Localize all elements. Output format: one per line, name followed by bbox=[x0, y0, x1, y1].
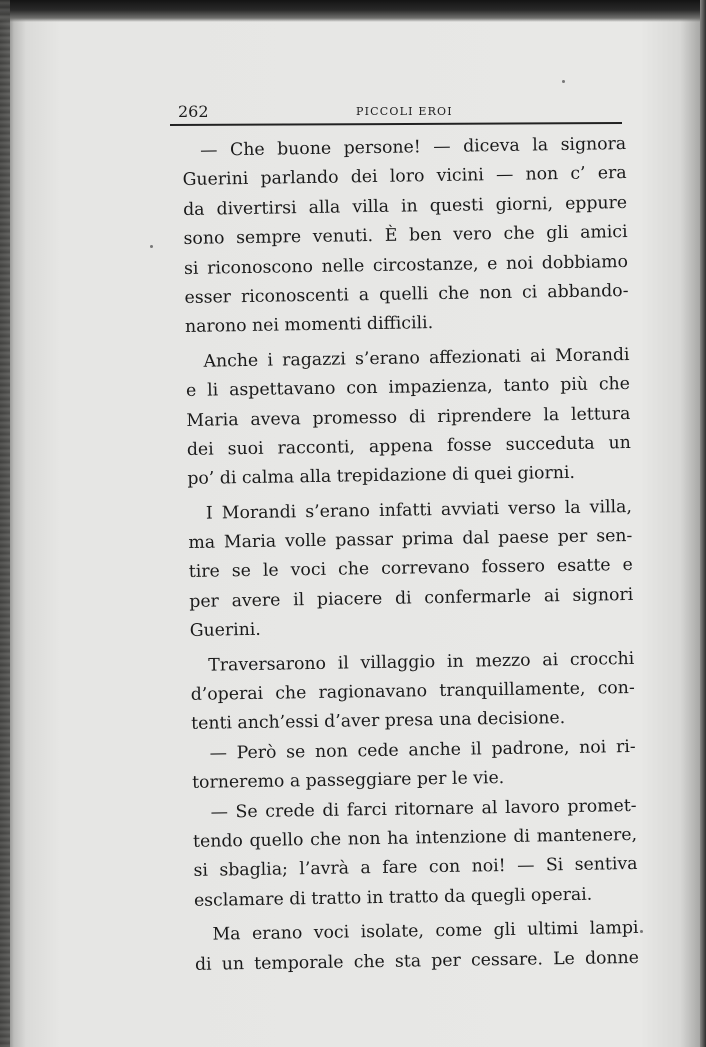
text-line: si sbaglia; l’avrà a fare con noi! — Si sentiva bbox=[193, 854, 638, 882]
page-number: 262 bbox=[178, 102, 209, 121]
text-line: I Morandi s’erano infatti avviati verso la villa, bbox=[205, 496, 633, 524]
text-line: tenti anch’essi d’aver presa una decisione. bbox=[191, 708, 566, 735]
text-line: Traversarono il villaggio in mezzo ai crocchi bbox=[208, 648, 635, 676]
paper-speck bbox=[640, 930, 643, 933]
text-line: Guerini parlando dei loro vicini — non c’ era bbox=[182, 163, 627, 191]
text-line: per avere il piacere di confermarle ai signori bbox=[189, 584, 634, 612]
text-line: — Però se non cede anche il padrone, noi ri- bbox=[209, 736, 636, 764]
body-text bbox=[182, 130, 639, 980]
text-line: sono sempre venuti. È ben vero che gli amici bbox=[183, 222, 628, 250]
text-line: narono nei momenti difficili. bbox=[184, 313, 434, 338]
text-line: si riconoscono nelle circostanze, e noi dobbiamo bbox=[183, 251, 629, 279]
text-line: esclamare di tratto in tratto da quegli operai. bbox=[193, 884, 593, 911]
page-right-edge bbox=[700, 0, 706, 1047]
text-line: torneremo a passeggiare per le vie. bbox=[191, 768, 505, 794]
text-line: — Se crede di farci ritornare al lavoro promet- bbox=[210, 795, 637, 823]
scanner-top-shadow bbox=[0, 0, 706, 22]
text-line: — Che buone persone! — diceva la signora bbox=[200, 134, 627, 161]
text-line: Ma erano voci isolate, come gli ultimi lampi bbox=[212, 918, 639, 945]
text-line: dei suoi racconti, appena fosse succeduta un bbox=[186, 432, 632, 460]
text-line: tendo quello che non ha intenzione di mantenere, bbox=[192, 824, 638, 852]
text-line: ma Maria volle passar prima dal paese per sen- bbox=[188, 526, 633, 554]
book-binding-edge bbox=[0, 0, 10, 1047]
header-rule bbox=[170, 122, 622, 126]
paper-speck bbox=[562, 80, 565, 83]
text-line: di un temporale che sta per cessare. Le donne bbox=[194, 947, 640, 975]
text-line: po’ di calma alla trepidazione di quei giorni. bbox=[187, 463, 576, 490]
text-line: Maria aveva promesso di riprendere la lettura bbox=[186, 403, 631, 431]
text-line: tire se le voci che correvano fossero esatte e bbox=[188, 555, 633, 583]
text-line: esser riconoscenti a quelli che non ci abbando- bbox=[184, 280, 629, 308]
running-title: PICCOLI EROI bbox=[356, 105, 453, 118]
text-line: Guerini. bbox=[189, 620, 262, 642]
text-line: d’operai che ragionavano tranquillamente, con- bbox=[190, 677, 635, 705]
text-line: da divertirsi alla villa in questi giorni, eppure bbox=[182, 192, 628, 220]
text-line: Anche i ragazzi s’erano affezionati ai Morandi bbox=[203, 344, 630, 372]
page-header bbox=[170, 100, 622, 122]
paper-speck bbox=[150, 245, 153, 248]
text-line: e li aspettavano con impazienza, tanto più che bbox=[185, 374, 631, 402]
